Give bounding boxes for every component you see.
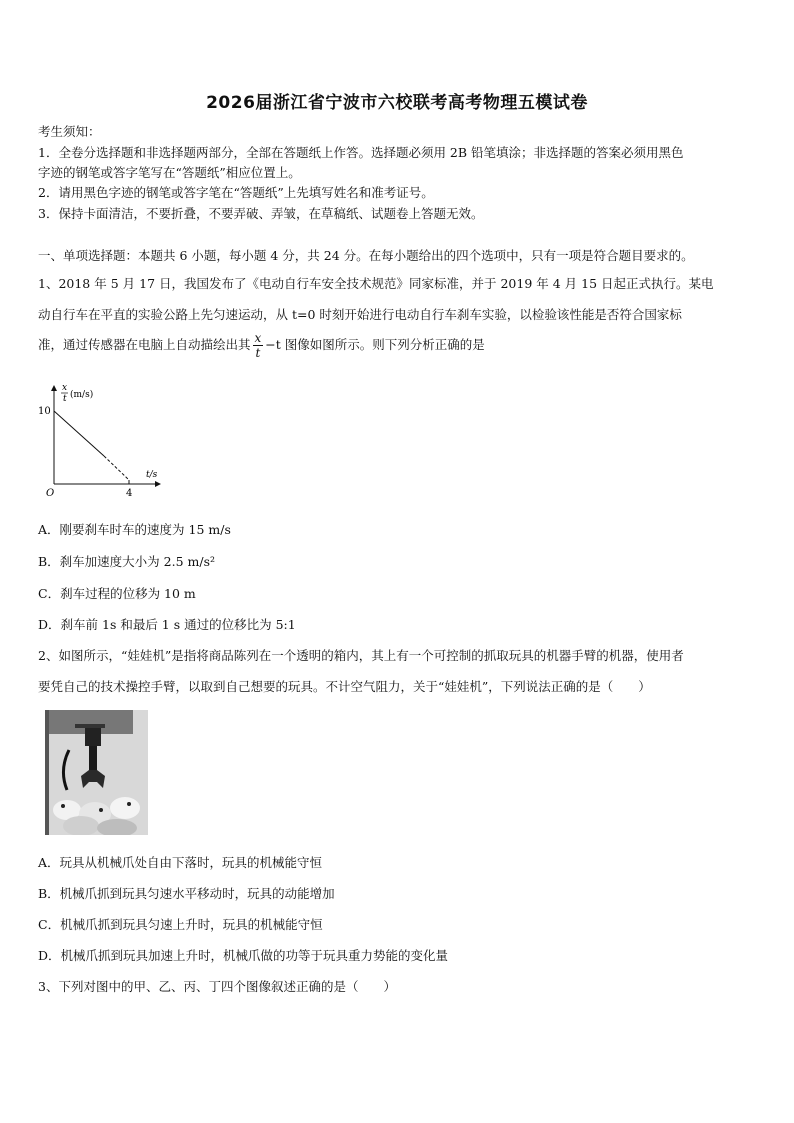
graph-solid-line <box>54 411 104 456</box>
q1-option-b: B．刹车加速度大小为 2.5 m/s² <box>38 554 216 569</box>
page-title: 2026届浙江省宁波市六校联考高考物理五模试卷 <box>206 93 588 113</box>
q1-line3-pre: 准，通过传感器在电脑上自动描绘出其 <box>38 337 251 352</box>
frac-denominator: t <box>255 346 261 360</box>
q1-text-line1: 1、2018 年 5 月 17 日，我国发布了《电动自行车安全技术规范》同家标准，并于 2019 年 4 月 15 日起正式执行。某电 <box>38 276 714 291</box>
q1-text-line3 <box>38 331 760 360</box>
q3-text-line1: 3、下列对图中的甲、乙、丙、丁四个图像叙述正确的是（ ） <box>38 979 396 994</box>
frac-numerator: x <box>254 331 262 345</box>
notice-item-2: 2．请用黑色字迹的钢笔或答字笔在“答题纸”上先填写姓名和准考证号。 <box>38 185 434 200</box>
claw-machine-photo <box>45 710 148 835</box>
notice-item-1-cont: 字迹的钢笔或答字笔写在“答题纸”相应位置上。 <box>38 165 301 180</box>
x-axis-label: t/s <box>146 470 158 480</box>
q1-option-d: D．刹车前 1s 和最后 1 s 通过的位移比为 5:1 <box>38 617 296 632</box>
origin-label: O <box>46 488 55 499</box>
q2-option-b: B．机械爪抓到玩具匀速水平移动时，玩具的动能增加 <box>38 886 335 901</box>
q2-text-line1: 2、如图所示，“娃娃机”是指将商品陈列在一个透明的箱内，其上有一个可控制的抓取玩具的机器手臂的机器，使用者 <box>38 648 684 663</box>
q1-option-a: A．刚要刹车时车的速度为 15 m/s <box>38 522 231 537</box>
y-label-num: x <box>62 383 68 393</box>
q2-option-a: A．玩具从机械爪处自由下落时，玩具的机械能守恒 <box>38 855 323 870</box>
q1-option-c: C．刹车过程的位移为 10 m <box>38 586 196 601</box>
q2-text-line2: 要凭自己的技术操控手臂，以取到自己想要的玩具。不计空气阻力，关于“娃娃机”，下列说法正确的是（ ） <box>38 679 651 694</box>
x-over-t-fraction <box>253 331 264 360</box>
x-tick-label-4: 4 <box>126 488 133 499</box>
graph-dashed-line <box>104 456 129 480</box>
q1-text-line2: 动自行车在平直的实验公路上先匀速运动，从 t=0 时刻开始进行电动自行车刹车实验，以检验该性能是否符合国家标 <box>38 307 682 322</box>
q2-option-d: D．机械爪抓到玩具加速上升时，机械爪做的功等于玩具重力势能的变化量 <box>38 948 449 963</box>
section-heading: 一、单项选择题：本题共 6 小题，每小题 4 分，共 24 分。在每小题给出的四个选项中，只有一项是符合题目要求的。 <box>38 248 694 263</box>
notice-heading: 考生须知： <box>38 124 101 139</box>
q2-option-c: C．机械爪抓到玩具匀速上升时，玩具的机械能守恒 <box>38 917 323 932</box>
y-label-den: t <box>63 394 67 404</box>
y-tick-10: 10 <box>38 406 51 417</box>
q1-line3-post: −t 图像如图所示。则下列分析正确的是 <box>265 337 485 352</box>
notice-item-1: 1．全卷分选择题和非选择题两部分，全部在答题纸上作答。选择题必须用 2B 铅笔填涂；非选择题的答案必须用黑色 <box>38 145 684 160</box>
notice-item-3: 3．保持卡面清洁，不要折叠，不要弄破、弄皱，在草稿纸、试题卷上答题无效。 <box>38 206 484 221</box>
xt-t-graph <box>32 380 168 500</box>
y-unit: (m/s) <box>70 390 94 400</box>
